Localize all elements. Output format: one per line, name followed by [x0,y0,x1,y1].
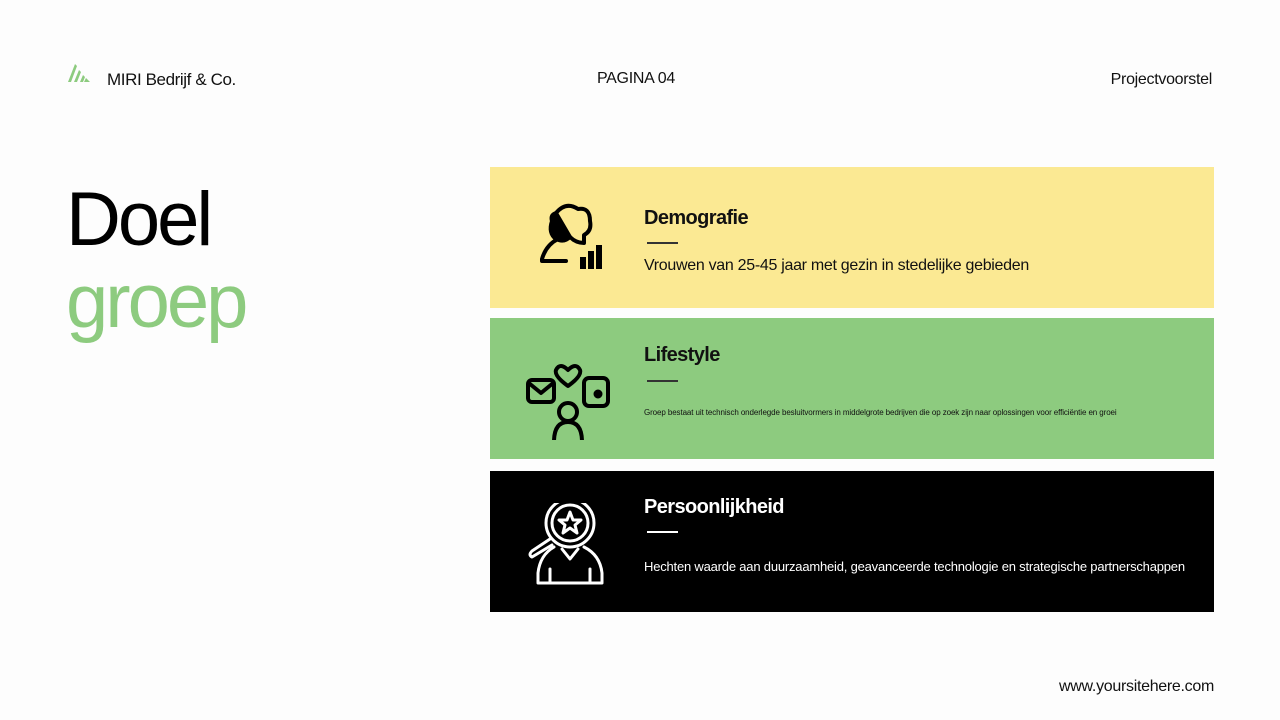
page-title-line2: groep [66,259,246,344]
card-demografie [490,167,1214,308]
heading-divider [647,242,678,244]
search-person-star-icon [520,503,616,593]
card-persoonlijkheid [490,471,1214,612]
document-type: Projectvoorstel [1110,71,1212,88]
card-heading: Lifestyle [644,344,720,366]
heading-divider [647,531,678,533]
page-number: PAGINA 04 [597,70,675,87]
card-description: Groep bestaat uit technisch onderlegde besluitvormers in middelgrote bedrijven die op zoek zijn naar oplossingen voor efficiëntie en groei [644,408,1117,417]
card-description: Hechten waarde aan duurzaamheid, geavanceerde technologie en strategische partnerschappen [644,559,1185,574]
page-title-line1: Doel [66,177,211,262]
social-network-user-icon [520,350,616,440]
card-heading: Persoonlijkheid [644,496,784,518]
brand-name: MIRI Bedrijf & Co. [107,70,236,89]
heading-divider [647,380,678,382]
card-heading: Demografie [644,207,749,229]
card-description: Vrouwen van 25-45 jaar met gezin in stedelijke gebieden [644,257,1029,274]
website-link[interactable]: www.yoursitehere.com [1059,678,1214,695]
card-lifestyle [490,318,1214,459]
brand-logo-icon [66,60,92,86]
woman-chart-icon [520,199,616,289]
